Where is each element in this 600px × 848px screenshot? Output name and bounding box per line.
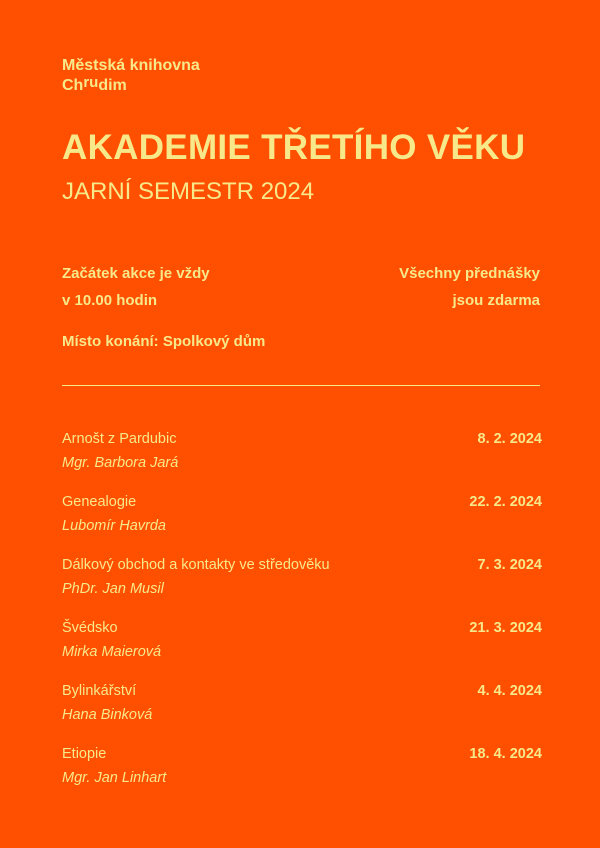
event-name: Bylinkářství xyxy=(62,683,137,699)
event-name: Arnošt z Pardubic xyxy=(62,431,177,447)
logo-line-2 xyxy=(62,76,200,96)
free-entry-line-1: Všechny přednášky xyxy=(399,265,540,282)
logo-part-c: dim xyxy=(98,77,127,94)
event-list xyxy=(62,428,542,806)
page-subtitle: JARNÍ SEMESTR 2024 xyxy=(62,178,315,205)
event-name: Švédsko xyxy=(62,620,118,636)
list-item xyxy=(62,428,542,491)
event-name: Dálkový obchod a kontakty ve středověku xyxy=(62,557,330,573)
event-lecturer: Mirka Maierová xyxy=(62,644,162,660)
event-date: 22. 2. 2024 xyxy=(469,494,542,510)
list-item xyxy=(62,617,542,680)
event-date: 7. 3. 2024 xyxy=(477,557,542,573)
start-time-line-2: v 10.00 hodin xyxy=(62,292,158,309)
event-name: Genealogie xyxy=(62,494,137,510)
event-date: 18. 4. 2024 xyxy=(469,746,542,762)
event-lecturer: Hana Binková xyxy=(62,707,153,723)
logo-line-1: Městská knihovna xyxy=(62,57,200,74)
event-date: 21. 3. 2024 xyxy=(469,620,542,636)
event-lecturer: Mgr. Jan Linhart xyxy=(62,770,167,786)
free-entry-line-2: jsou zdarma xyxy=(452,292,540,309)
event-date: 4. 4. 2024 xyxy=(477,683,542,699)
divider xyxy=(62,385,540,386)
event-date: 8. 2. 2024 xyxy=(477,431,542,447)
logo-part-b: ru xyxy=(83,74,99,91)
event-lecturer: Mgr. Barbora Jará xyxy=(62,455,179,471)
list-item xyxy=(62,743,542,806)
event-name: Etiopie xyxy=(62,746,107,762)
list-item xyxy=(62,491,542,554)
venue-info: Místo konání: Spolkový dům xyxy=(62,333,266,350)
start-time-info xyxy=(62,260,210,314)
list-item xyxy=(62,680,542,743)
library-logo xyxy=(62,56,200,96)
event-lecturer: Lubomír Havrda xyxy=(62,518,166,534)
event-lecturer: PhDr. Jan Musil xyxy=(62,581,164,597)
list-item xyxy=(62,554,542,617)
start-time-line-1: Začátek akce je vždy xyxy=(62,265,210,282)
logo-part-a: Ch xyxy=(62,77,84,94)
page-title: AKADEMIE TŘETÍHO VĚKU xyxy=(62,128,526,167)
free-entry-info xyxy=(399,260,540,314)
